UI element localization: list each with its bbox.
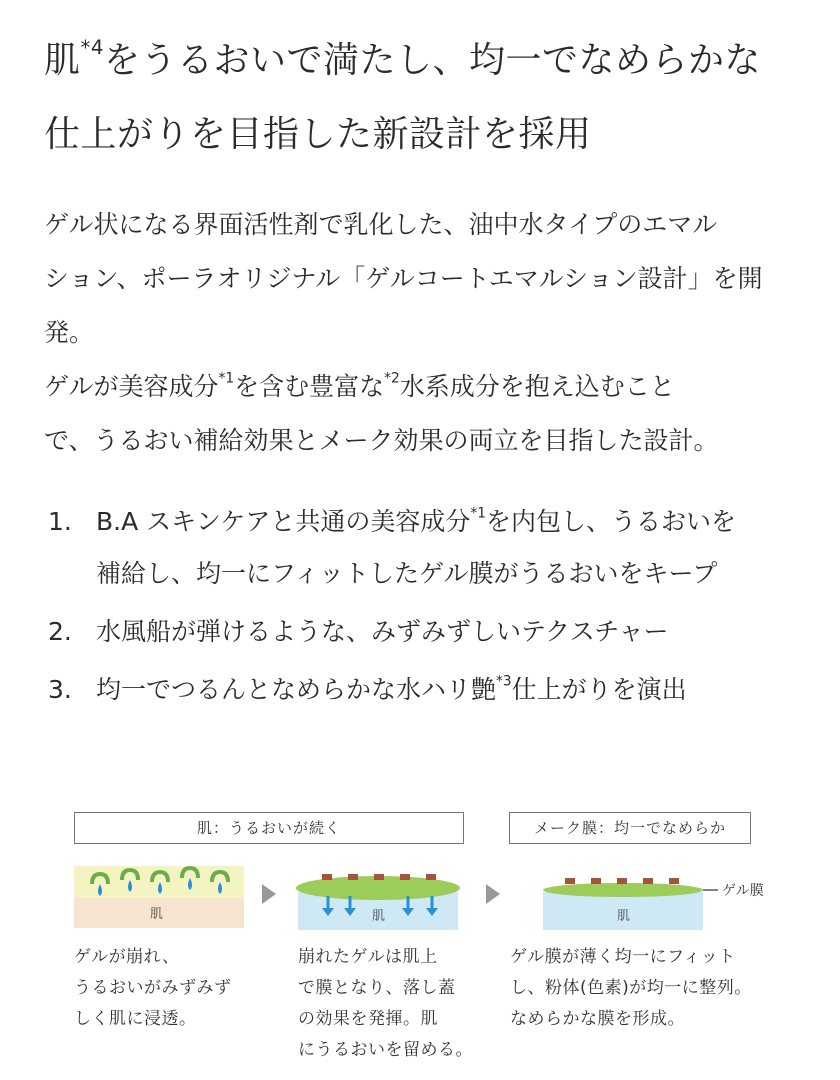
caption-step-2 (298, 942, 473, 1066)
body-line (44, 360, 804, 414)
footnote-ref: *4 (80, 36, 104, 60)
arrow-right-icon (486, 884, 500, 904)
panel-2-illustration (296, 874, 460, 930)
body-text: 水系成分を抱え込むこと (399, 372, 675, 401)
heading-line-1 (44, 24, 824, 98)
list-text: B.A スキンケアと共通の美容成分 (96, 507, 471, 536)
list-number: 1. (48, 507, 72, 536)
panel-1-illustration (74, 866, 244, 928)
caption-step-1 (74, 942, 232, 1035)
list-line: 補給し、均一にフィットしたゲル膜がうるおいをキープ (96, 559, 718, 588)
body-line: ゲル状になる界面活性剤で乳化した、油中水タイプのエマル (44, 210, 718, 239)
body-text: ゲルが美容成分 (44, 372, 219, 401)
body-text: を含む豊富な (234, 372, 385, 401)
list-item (48, 664, 818, 716)
list-line (96, 664, 818, 716)
body-line: で、うるおい補給効果とメーク効果の両立を目指した設計。 (44, 426, 719, 455)
heading-text-a: 肌 (44, 40, 81, 81)
footnote-ref: *1 (470, 505, 487, 522)
page-heading (44, 24, 824, 172)
heading-text-b: をうるおいで満たし、均一でなめらかな (104, 40, 762, 81)
heading-line-2: 仕上がりを目指した新設計を採用 (44, 114, 592, 155)
caption-line: 崩れたゲルは肌上 (298, 947, 438, 967)
skin-label: 肌 (617, 909, 631, 924)
skin-label: 肌 (150, 907, 164, 922)
gel-film-label: ゲル膜 (722, 883, 764, 899)
skin-label: 肌 (372, 909, 386, 924)
caption-line: の効果を発揮。肌 (298, 1009, 438, 1029)
gel-process-diagram (0, 846, 840, 936)
list-item (48, 606, 818, 658)
label-skin-moisture: 肌：うるおいが続く (74, 812, 464, 844)
footnote-ref: *3 (496, 673, 512, 690)
pigment-particles (565, 878, 679, 884)
list-text: を内包し、うるおいを (486, 507, 737, 536)
list-text: 均一でつるんとなめらかな水ハリ艶 (96, 675, 497, 704)
list-item (48, 496, 818, 600)
list-line (96, 496, 818, 548)
list-number: 3. (48, 675, 72, 704)
label-makeup-film: メーク膜：均一でなめらか (509, 812, 751, 844)
feature-list (48, 496, 818, 722)
arrow-right-icon (262, 884, 276, 904)
caption-line: ゲルが崩れ、 (74, 947, 180, 967)
caption-line: にうるおいを留める。 (298, 1040, 473, 1060)
panel-3-illustration (543, 878, 764, 930)
body-line: 発。 (44, 318, 95, 347)
footnote-ref: *1 (218, 370, 235, 387)
caption-line: うるおいがみずみず (74, 978, 232, 998)
caption-line: しく肌に浸透。 (74, 1009, 197, 1029)
caption-line: し、粉体(色素)が均一に整列。 (510, 978, 752, 998)
body-line: ション、ポーラオリジナル「ゲルコートエマルション設計」を開 (44, 264, 763, 293)
caption-line: で膜となり、落し蓋 (298, 978, 456, 998)
description-paragraph (44, 198, 804, 468)
list-text: 仕上がりを演出 (511, 675, 687, 704)
caption-line: ゲル膜が薄く均一にフィット (510, 947, 736, 967)
caption-step-3 (510, 942, 752, 1035)
caption-line: なめらかな膜を形成。 (510, 1009, 685, 1029)
footnote-ref: *2 (384, 370, 400, 387)
gel-film (543, 883, 703, 897)
list-number: 2. (48, 617, 72, 646)
list-line: 水風船が弾けるような、みずみずしいテクスチャー (96, 617, 669, 646)
